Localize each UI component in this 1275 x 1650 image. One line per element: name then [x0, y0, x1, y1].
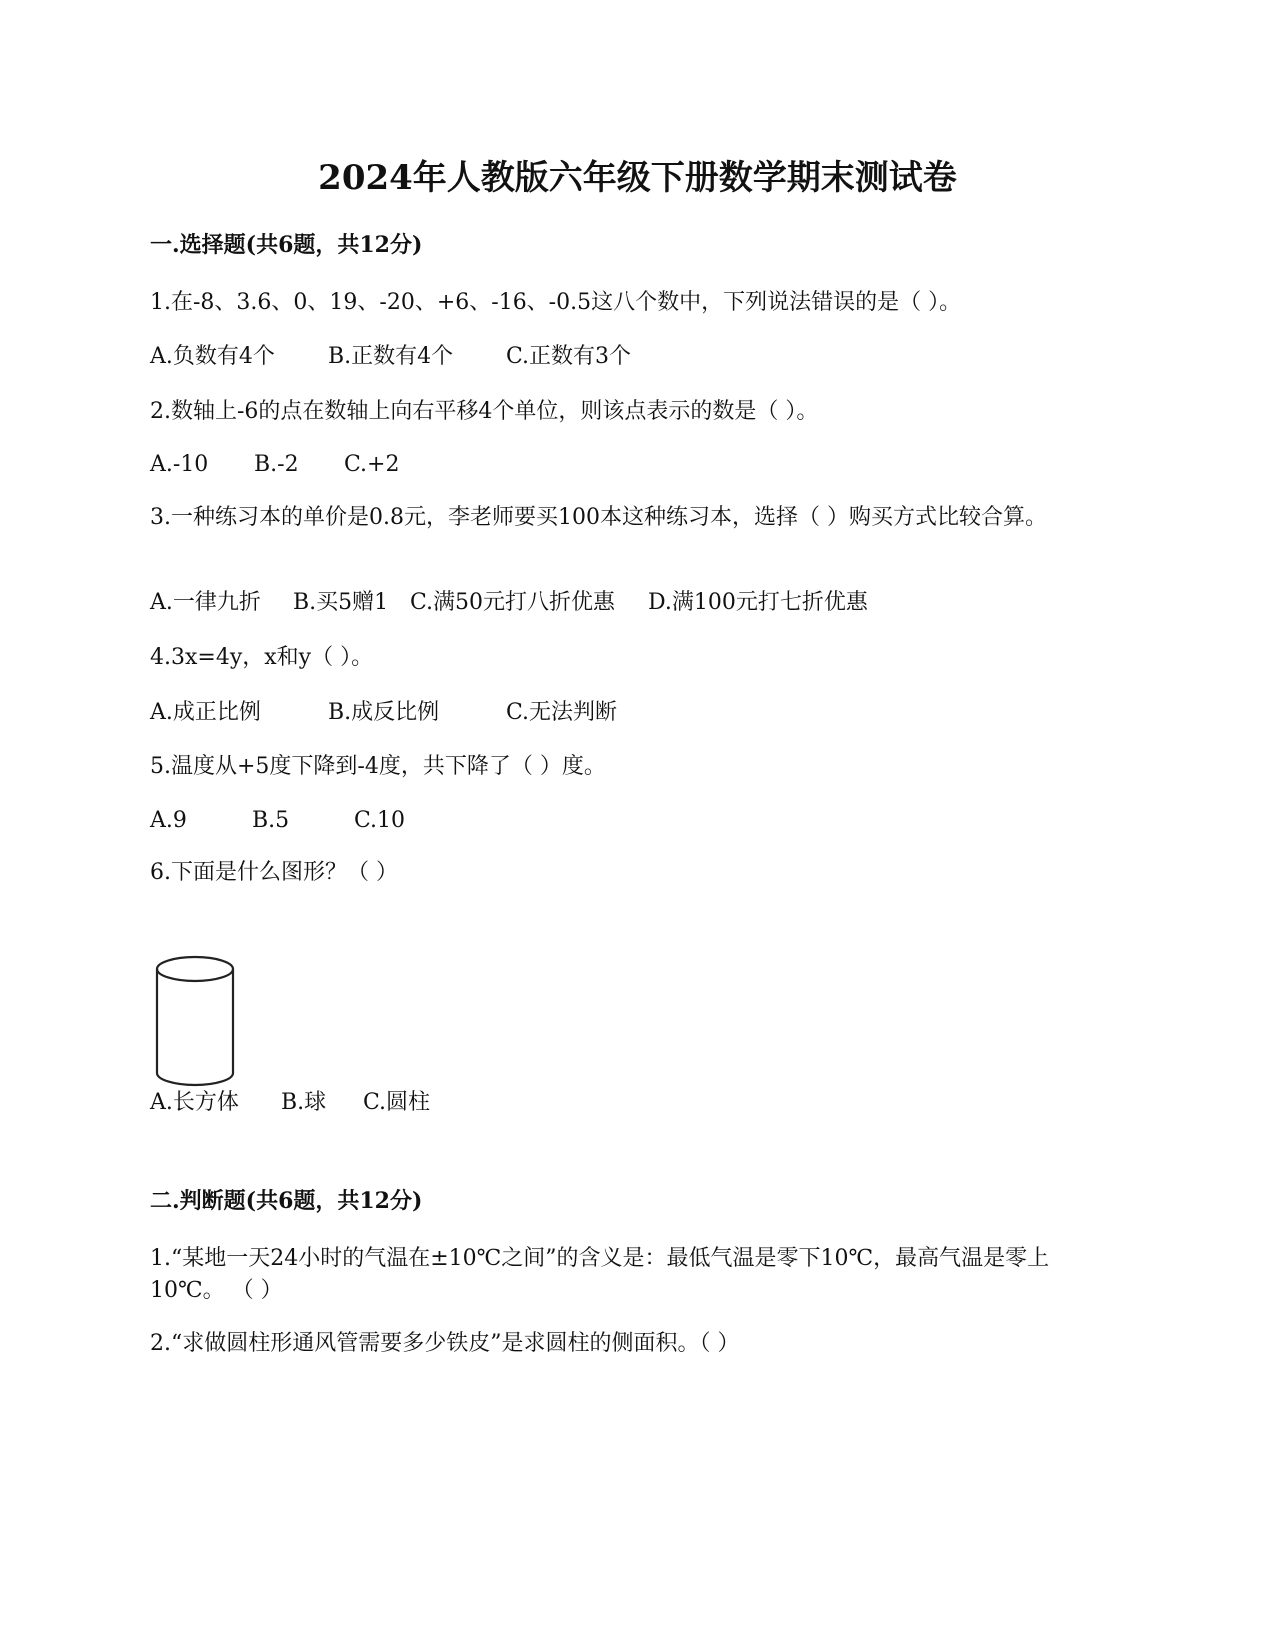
section-heading-choice: 一.选择题(共6题，共12分) [150, 232, 423, 258]
option: C.正数有3个 [506, 344, 632, 369]
question-text: 1.“某地一天24小时的气温在±10℃之间”的含义是：最低气温是零下10℃，最高气温是零上10℃。 （ ） [150, 1246, 1050, 1303]
question-text: 5.温度从+5度下降到-4度，共下降了（ ）度。 [150, 754, 606, 779]
question-text: 6.下面是什么图形？（ ） [150, 860, 398, 885]
option: A.9 [150, 808, 187, 833]
question-text: 2.数轴上-6的点在数轴上向右平移4个单位，则该点表示的数是（ ）。 [150, 399, 819, 424]
question-text: 4.3x=4y，x和y（ ）。 [150, 645, 374, 670]
options-row [150, 697, 617, 729]
option: B.成反比例 [328, 700, 440, 725]
option: C.10 [354, 808, 406, 833]
question-text: 3.一种练习本的单价是0.8元，李老师要买100本这种练习本，选择（ ）购买方式比较合算。 [150, 505, 1047, 530]
option: B.5 [252, 808, 290, 833]
option: B.正数有4个 [328, 344, 454, 369]
section-heading-judgement: 二.判断题(共6题，共12分) [150, 1188, 423, 1214]
option: B.球 [281, 1090, 327, 1115]
question-text: 1.在-8、3.6、0、19、-20、+6、-16、-0.5这八个数中，下列说法错误的是（ ）。 [150, 290, 962, 315]
option: B.-2 [254, 452, 299, 477]
options-row [150, 341, 631, 373]
option: A.-10 [150, 452, 209, 477]
options-row [150, 1087, 430, 1119]
options-row [150, 805, 405, 837]
option: A.一律九折 [150, 590, 261, 615]
page-title: 2024年人教版六年级下册数学期末测试卷 [318, 158, 957, 198]
option: C.圆柱 [363, 1090, 431, 1115]
options-row [150, 587, 868, 619]
cylinder-figure [150, 955, 240, 1090]
option: C.+2 [344, 452, 400, 477]
option: A.长方体 [150, 1090, 239, 1115]
question-text: 2.“求做圆柱形通风管需要多少铁皮”是求圆柱的侧面积。（ ） [150, 1331, 740, 1356]
option: A.成正比例 [150, 700, 261, 725]
option: C.满50元打八折优惠 [410, 590, 616, 615]
option: C.无法判断 [506, 700, 618, 725]
option: D.满100元打七折优惠 [648, 590, 868, 615]
options-row [150, 449, 399, 481]
option: B.买5赠1 [293, 590, 389, 615]
option: A.负数有4个 [150, 344, 275, 369]
